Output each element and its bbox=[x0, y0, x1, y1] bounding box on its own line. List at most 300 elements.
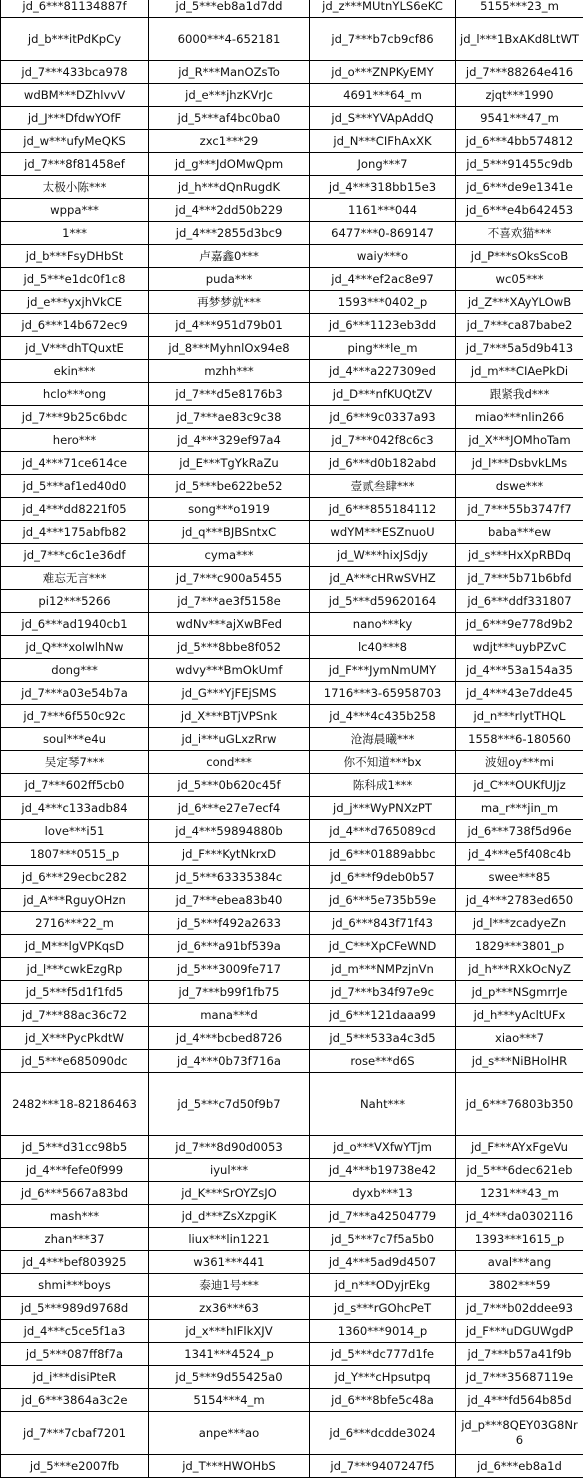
table-cell: jd_F***AYxFgeVu bbox=[456, 1136, 583, 1159]
table-cell: jd_l***1BxAKd8LtWT bbox=[456, 18, 583, 61]
table-cell: 陈科成1*** bbox=[310, 774, 456, 797]
table-cell: 不喜欢猫*** bbox=[456, 222, 583, 245]
table-row bbox=[1, 1050, 583, 1073]
table-row bbox=[1, 1412, 583, 1455]
table-row bbox=[1, 406, 583, 429]
table-cell: lc40***8 bbox=[310, 636, 456, 659]
table-cell: ma_r***jin_m bbox=[456, 797, 583, 820]
table-cell: xiao***7 bbox=[456, 1027, 583, 1050]
table-row bbox=[1, 751, 583, 774]
table-cell: jd_4***59894880b bbox=[149, 820, 310, 843]
table-cell: jd_6***29ecbc282 bbox=[1, 866, 149, 889]
table-cell: 1231***43_m bbox=[456, 1182, 583, 1205]
table-cell: jd_e***yxjhVkCE bbox=[1, 291, 149, 314]
table-cell: jd_J***DfdwYOfF bbox=[1, 107, 149, 130]
table-cell: 2716***22_m bbox=[1, 912, 149, 935]
table-cell: jd_5***3009fe717 bbox=[149, 958, 310, 981]
table-row bbox=[1, 475, 583, 498]
table-cell: 1593***0402_p bbox=[310, 291, 456, 314]
table-cell: jd_4***5ad9d4507 bbox=[310, 1251, 456, 1274]
table-cell: aval***ang bbox=[456, 1251, 583, 1274]
table-cell: jd_4***bef803925 bbox=[1, 1251, 149, 1274]
table-cell: wc05*** bbox=[456, 268, 583, 291]
table-row bbox=[1, 1073, 583, 1136]
table-cell: mana***d bbox=[149, 1004, 310, 1027]
table-cell: 难忘无言*** bbox=[1, 567, 149, 590]
table-cell: jd_5***e2007fb bbox=[1, 1455, 149, 1478]
table-row bbox=[1, 268, 583, 291]
table-cell: jd_5***7c7f5a5b0 bbox=[310, 1228, 456, 1251]
table-cell: w361***441 bbox=[149, 1251, 310, 1274]
table-row bbox=[1, 1320, 583, 1343]
table-cell: nano***ky bbox=[310, 613, 456, 636]
table-cell: soul***e4u bbox=[1, 728, 149, 751]
table-cell: jd_X***JOMhoTam bbox=[456, 429, 583, 452]
table-row bbox=[1, 935, 583, 958]
table-cell: jd_q***BJBSntxC bbox=[149, 521, 310, 544]
table-cell: 2482***18-82186463 bbox=[1, 1073, 149, 1136]
table-cell: jd_4***71ce614ce bbox=[1, 452, 149, 475]
table-cell: jd_4***329ef97a4 bbox=[149, 429, 310, 452]
table-row bbox=[1, 291, 583, 314]
table-cell: jd_l***DsbvkLMs bbox=[456, 452, 583, 475]
table-row bbox=[1, 636, 583, 659]
table-cell: hero*** bbox=[1, 429, 149, 452]
table-cell: jd_4***c133adb84 bbox=[1, 797, 149, 820]
table-cell: jd_4***c5ce5f1a3 bbox=[1, 1320, 149, 1343]
table-cell: jd_X***PycPkdtW bbox=[1, 1027, 149, 1050]
table-cell: 6000***4-652181 bbox=[149, 18, 310, 61]
table-cell: jd_5***9d55425a0 bbox=[149, 1366, 310, 1389]
table-cell: jd_5***6dec621eb bbox=[456, 1159, 583, 1182]
table-row bbox=[1, 797, 583, 820]
table-row bbox=[1, 613, 583, 636]
table-row bbox=[1, 61, 583, 84]
table-row bbox=[1, 1251, 583, 1274]
table-cell: jd_n***ODyjrEkg bbox=[310, 1274, 456, 1297]
table-cell: jd_4***dd8221f05 bbox=[1, 498, 149, 521]
table-cell: 跟紧我d*** bbox=[456, 383, 583, 406]
table-cell: jd_l***zcadyeZn bbox=[456, 912, 583, 935]
table-row bbox=[1, 682, 583, 705]
table-cell: jd_4***2dd50b229 bbox=[149, 199, 310, 222]
table-cell: wdNv***ajXwBFed bbox=[149, 613, 310, 636]
table-cell: 5155***23_m bbox=[456, 0, 583, 18]
table-cell: jd_6***ddf331807 bbox=[456, 590, 583, 613]
table-cell: jd_F***JymNmUMY bbox=[310, 659, 456, 682]
table-cell: jd_7***6f550c92c bbox=[1, 705, 149, 728]
table-row bbox=[1, 84, 583, 107]
table-cell: jd_A***RguyOHzn bbox=[1, 889, 149, 912]
table-cell: 再梦梦就*** bbox=[149, 291, 310, 314]
table-cell: jd_6***5e735b59e bbox=[310, 889, 456, 912]
table-cell: hclo***ong bbox=[1, 383, 149, 406]
table-row bbox=[1, 245, 583, 268]
table-cell: jd_b***FsyDHbSt bbox=[1, 245, 149, 268]
table-cell: pi12***5266 bbox=[1, 590, 149, 613]
table-row bbox=[1, 107, 583, 130]
table-row bbox=[1, 1274, 583, 1297]
table-row bbox=[1, 981, 583, 1004]
table-cell: jd_6***3864a3c2e bbox=[1, 1389, 149, 1412]
table-cell: 太极小陈*** bbox=[1, 176, 149, 199]
table-row bbox=[1, 383, 583, 406]
table-cell: jd_6***e27e7ecf4 bbox=[149, 797, 310, 820]
table-cell: 卢嘉鑫0*** bbox=[149, 245, 310, 268]
table-cell: jd_7***ca87babe2 bbox=[456, 314, 583, 337]
user-table-body bbox=[1, 0, 583, 1478]
table-cell: jd_7***b99f1fb75 bbox=[149, 981, 310, 1004]
table-cell: jd_4***2783ed650 bbox=[456, 889, 583, 912]
table-row bbox=[1, 1027, 583, 1050]
table-row bbox=[1, 0, 583, 18]
table-cell: cond*** bbox=[149, 751, 310, 774]
table-cell: zx36***63 bbox=[149, 1297, 310, 1320]
table-row bbox=[1, 567, 583, 590]
table-cell: jd_E***TgYkRaZu bbox=[149, 452, 310, 475]
table-cell: jd_7***ebea83b40 bbox=[149, 889, 310, 912]
table-cell: jd_5***63335384c bbox=[149, 866, 310, 889]
table-cell: wdvy***BmOkUmf bbox=[149, 659, 310, 682]
table-cell: jd_7***d5e8176b3 bbox=[149, 383, 310, 406]
table-cell: jd_4***fefe0f999 bbox=[1, 1159, 149, 1182]
table-cell: jd_5***f492a2633 bbox=[149, 912, 310, 935]
table-cell: jd_7***35687119e bbox=[456, 1366, 583, 1389]
table-cell: jd_i***uGLxzRrw bbox=[149, 728, 310, 751]
table-cell: jd_6***4bb574812 bbox=[456, 130, 583, 153]
table-cell: 1716***3-65958703 bbox=[310, 682, 456, 705]
table-cell: jd_5***be622be52 bbox=[149, 475, 310, 498]
table-row bbox=[1, 360, 583, 383]
table-cell: jd_6***eb8a1d bbox=[456, 1455, 583, 1478]
table-cell: jd_5***d31cc98b5 bbox=[1, 1136, 149, 1159]
table-cell: jd_P***sOksScoB bbox=[456, 245, 583, 268]
table-cell: jd_4***b19738e42 bbox=[310, 1159, 456, 1182]
table-cell: jd_4***bcbed8726 bbox=[149, 1027, 310, 1050]
table-cell: jd_6***1123eb3dd bbox=[310, 314, 456, 337]
table-row bbox=[1, 130, 583, 153]
table-cell: wppa*** bbox=[1, 199, 149, 222]
table-cell: jd_w***ufyMeQKS bbox=[1, 130, 149, 153]
table-cell: jd_4***318bb15e3 bbox=[310, 176, 456, 199]
table-cell: jd_4***53a154a35 bbox=[456, 659, 583, 682]
table-row bbox=[1, 843, 583, 866]
table-cell: rose***d6S bbox=[310, 1050, 456, 1073]
table-cell: baba***ew bbox=[456, 521, 583, 544]
table-cell: jd_o***ZNPKyEMY bbox=[310, 61, 456, 84]
table-cell: jd_s***NiBHolHR bbox=[456, 1050, 583, 1073]
table-row bbox=[1, 1297, 583, 1320]
table-cell: jd_R***ManOZsTo bbox=[149, 61, 310, 84]
table-cell: 1829***3801_p bbox=[456, 935, 583, 958]
table-row bbox=[1, 429, 583, 452]
table-row bbox=[1, 314, 583, 337]
table-cell: jd_5***e1dc0f1c8 bbox=[1, 268, 149, 291]
table-cell: jd_6***9e778d9b2 bbox=[456, 613, 583, 636]
table-cell: jd_6***dcdde3024 bbox=[310, 1412, 456, 1455]
table-cell: jd_p***8QEY03G8Nr6 bbox=[456, 1412, 583, 1455]
table-cell: jd_4***d765089cd bbox=[310, 820, 456, 843]
table-cell: Jong***7 bbox=[310, 153, 456, 176]
table-cell: mzhh*** bbox=[149, 360, 310, 383]
table-cell: jd_6***81134887f bbox=[1, 0, 149, 18]
table-row bbox=[1, 498, 583, 521]
table-cell: jd_4***e5f408c4b bbox=[456, 843, 583, 866]
table-cell: jd_6***01889abbc bbox=[310, 843, 456, 866]
table-cell: jd_6***843f71f43 bbox=[310, 912, 456, 935]
table-cell: 波妞oy***mi bbox=[456, 751, 583, 774]
table-cell: jd_5***af4bc0ba0 bbox=[149, 107, 310, 130]
table-cell: jd_6***ad1940cb1 bbox=[1, 613, 149, 636]
table-cell: 5154***4_m bbox=[149, 1389, 310, 1412]
table-cell: jd_6***de9e1341e bbox=[456, 176, 583, 199]
table-cell: 吴定琴7*** bbox=[1, 751, 149, 774]
table-cell: jd_Z***XAyYLOwB bbox=[456, 291, 583, 314]
table-cell: jd_4***951d79b01 bbox=[149, 314, 310, 337]
table-cell: jd_4***da0302116 bbox=[456, 1205, 583, 1228]
table-cell: jd_7***a03e54b7a bbox=[1, 682, 149, 705]
table-cell: jd_7***ae3f5158e bbox=[149, 590, 310, 613]
table-cell: waiy***o bbox=[310, 245, 456, 268]
table-row bbox=[1, 199, 583, 222]
table-row bbox=[1, 1366, 583, 1389]
table-cell: jd_C***OUKfUJjz bbox=[456, 774, 583, 797]
table-cell: jd_6***5667a83bd bbox=[1, 1182, 149, 1205]
table-cell: jd_K***SrOYZsJO bbox=[149, 1182, 310, 1205]
table-cell: jd_s***rGOhcPeT bbox=[310, 1297, 456, 1320]
table-cell: jd_7***88ac36c72 bbox=[1, 1004, 149, 1027]
table-row bbox=[1, 153, 583, 176]
table-cell: dyxb***13 bbox=[310, 1182, 456, 1205]
table-cell: liux***lin1221 bbox=[149, 1228, 310, 1251]
table-cell: jd_d***ZsXzpgiK bbox=[149, 1205, 310, 1228]
table-cell: jd_5***0b620c45f bbox=[149, 774, 310, 797]
table-cell: jd_7***b02ddee93 bbox=[456, 1297, 583, 1320]
table-cell: jd_7***042f8c6c3 bbox=[310, 429, 456, 452]
table-cell: jd_Q***xolwlhNw bbox=[1, 636, 149, 659]
table-row bbox=[1, 820, 583, 843]
table-cell: jd_6***d0b182abd bbox=[310, 452, 456, 475]
table-cell: jd_5***989d9768d bbox=[1, 1297, 149, 1320]
table-cell: zjqt***1990 bbox=[456, 84, 583, 107]
table-cell: jd_6***738f5d96e bbox=[456, 820, 583, 843]
table-row bbox=[1, 1205, 583, 1228]
table-row bbox=[1, 521, 583, 544]
table-cell: jd_V***dhTQuxtE bbox=[1, 337, 149, 360]
table-cell: jd_F***uDGUWgdP bbox=[456, 1320, 583, 1343]
table-cell: jd_7***9407247f5 bbox=[310, 1455, 456, 1478]
table-cell: Naht*** bbox=[310, 1073, 456, 1136]
table-cell: jd_6***121daaa99 bbox=[310, 1004, 456, 1027]
table-cell: jd_5***d59620164 bbox=[310, 590, 456, 613]
table-cell: 1161***044 bbox=[310, 199, 456, 222]
table-cell: 泰迪1号*** bbox=[149, 1274, 310, 1297]
table-row bbox=[1, 18, 583, 61]
table-cell: jd_N***CIFhAxXK bbox=[310, 130, 456, 153]
table-cell: shmi***boys bbox=[1, 1274, 149, 1297]
table-cell: jd_7***5b71b6bfd bbox=[456, 567, 583, 590]
table-cell: jd_7***433bca978 bbox=[1, 61, 149, 84]
table-cell: jd_7***c900a5455 bbox=[149, 567, 310, 590]
table-cell: 4691***64_m bbox=[310, 84, 456, 107]
table-cell: jd_6***f9deb0b57 bbox=[310, 866, 456, 889]
table-cell: jd_5***af1ed40d0 bbox=[1, 475, 149, 498]
table-row bbox=[1, 544, 583, 567]
table-row bbox=[1, 889, 583, 912]
table-cell: jd_7***c6c1e36df bbox=[1, 544, 149, 567]
table-cell: ping***le_m bbox=[310, 337, 456, 360]
table-cell: jd_p***NSgmrrJe bbox=[456, 981, 583, 1004]
table-cell: song***o1919 bbox=[149, 498, 310, 521]
table-cell: jd_m***NMPzjnVn bbox=[310, 958, 456, 981]
table-cell: jd_7***b7cb9cf86 bbox=[310, 18, 456, 61]
table-cell: jd_8***MyhnlOx94e8 bbox=[149, 337, 310, 360]
table-row bbox=[1, 912, 583, 935]
table-row bbox=[1, 958, 583, 981]
table-cell: 壹贰叁肆*** bbox=[310, 475, 456, 498]
table-cell: 9541***47_m bbox=[456, 107, 583, 130]
table-cell: jd_7***7cbaf7201 bbox=[1, 1412, 149, 1455]
table-cell: jd_4***fd564b85d bbox=[456, 1389, 583, 1412]
table-cell: jd_5***087ff8f7a bbox=[1, 1343, 149, 1366]
table-cell: 6477***0-869147 bbox=[310, 222, 456, 245]
table-cell: jd_x***hIFlkXJV bbox=[149, 1320, 310, 1343]
table-cell: 3802***59 bbox=[456, 1274, 583, 1297]
table-cell: jd_7***a42504779 bbox=[310, 1205, 456, 1228]
table-cell: cyma*** bbox=[149, 544, 310, 567]
table-cell: jd_4***0b73f716a bbox=[149, 1050, 310, 1073]
table-cell: jd_5***533a4c3d5 bbox=[310, 1027, 456, 1050]
table-cell: 1558***6-180560 bbox=[456, 728, 583, 751]
table-cell: jd_6***14b672ec9 bbox=[1, 314, 149, 337]
table-cell: 沧海晨曦*** bbox=[310, 728, 456, 751]
table-cell: jd_h***RXkOcNyZ bbox=[456, 958, 583, 981]
table-row bbox=[1, 337, 583, 360]
table-cell: jd_5***8bbe8f052 bbox=[149, 636, 310, 659]
table-cell: jd_5***f5d1f1fd5 bbox=[1, 981, 149, 1004]
table-cell: jd_F***KytNkrxD bbox=[149, 843, 310, 866]
table-cell: jd_7***602ff5cb0 bbox=[1, 774, 149, 797]
table-cell: jd_7***8d90d0053 bbox=[149, 1136, 310, 1159]
table-cell: jd_5***c7d50f9b7 bbox=[149, 1073, 310, 1136]
table-cell: jd_7***55b3747f7 bbox=[456, 498, 583, 521]
table-cell: jd_4***ef2ac8e97 bbox=[310, 268, 456, 291]
table-cell: jd_n***rlytTHQL bbox=[456, 705, 583, 728]
table-cell: 1393***1615_p bbox=[456, 1228, 583, 1251]
table-row bbox=[1, 590, 583, 613]
table-cell: jd_A***cHRwSVHZ bbox=[310, 567, 456, 590]
table-row bbox=[1, 1182, 583, 1205]
table-cell: jd_7***9b25c6bdc bbox=[1, 406, 149, 429]
table-row bbox=[1, 728, 583, 751]
table-cell: jd_g***JdOMwQpm bbox=[149, 153, 310, 176]
table-row bbox=[1, 1004, 583, 1027]
table-cell: jd_h***dQnRugdK bbox=[149, 176, 310, 199]
table-cell: iyul*** bbox=[149, 1159, 310, 1182]
table-row bbox=[1, 452, 583, 475]
table-cell: swee***85 bbox=[456, 866, 583, 889]
table-cell: dswe*** bbox=[456, 475, 583, 498]
table-cell: jd_z***MUtnYLS6eKC bbox=[310, 0, 456, 18]
table-cell: jd_6***e4b642453 bbox=[456, 199, 583, 222]
table-cell: zhan***37 bbox=[1, 1228, 149, 1251]
table-cell: ekin*** bbox=[1, 360, 149, 383]
table-cell: jd_D***nfKUQtZV bbox=[310, 383, 456, 406]
table-cell: jd_6***9c0337a93 bbox=[310, 406, 456, 429]
table-cell: jd_Y***cHpsutpq bbox=[310, 1366, 456, 1389]
table-row bbox=[1, 1455, 583, 1478]
table-row bbox=[1, 176, 583, 199]
table-row bbox=[1, 705, 583, 728]
table-cell: wdBM***DZhlvvV bbox=[1, 84, 149, 107]
table-cell: 1360***9014_p bbox=[310, 1320, 456, 1343]
table-cell: jd_T***HWOHbS bbox=[149, 1455, 310, 1478]
table-cell: wdjt***uybPZvC bbox=[456, 636, 583, 659]
table-cell: jd_j***WyPNXzPT bbox=[310, 797, 456, 820]
table-cell: jd_S***YVApAddQ bbox=[310, 107, 456, 130]
table-cell: jd_G***YjFEjSMS bbox=[149, 682, 310, 705]
table-cell: jd_W***hixJSdjy bbox=[310, 544, 456, 567]
table-cell: jd_o***VXfwYTjm bbox=[310, 1136, 456, 1159]
table-cell: jd_h***yAcltUFx bbox=[456, 1004, 583, 1027]
table-cell: jd_5***eb8a1d7dd bbox=[149, 0, 310, 18]
table-cell: jd_4***43e7dde45 bbox=[456, 682, 583, 705]
table-cell: jd_b***itPdKpCy bbox=[1, 18, 149, 61]
table-cell: wdYM***ESZnuoU bbox=[310, 521, 456, 544]
table-cell: 1341***4524_p bbox=[149, 1343, 310, 1366]
table-row bbox=[1, 866, 583, 889]
table-cell: jd_7***88264e416 bbox=[456, 61, 583, 84]
table-row bbox=[1, 659, 583, 682]
table-cell: jd_7***5a5d9b413 bbox=[456, 337, 583, 360]
table-cell: jd_7***ae83c9c38 bbox=[149, 406, 310, 429]
table-cell: anpe***ao bbox=[149, 1412, 310, 1455]
table-cell: jd_M***lgVPKqsD bbox=[1, 935, 149, 958]
table-cell: zxc1***29 bbox=[149, 130, 310, 153]
table-cell: jd_5***e685090dc bbox=[1, 1050, 149, 1073]
table-cell: jd_6***a91bf539a bbox=[149, 935, 310, 958]
table-row bbox=[1, 222, 583, 245]
table-cell: jd_7***8f81458ef bbox=[1, 153, 149, 176]
table-cell: jd_i***disiPteR bbox=[1, 1366, 149, 1389]
table-cell: jd_5***dc777d1fe bbox=[310, 1343, 456, 1366]
table-row bbox=[1, 1343, 583, 1366]
table-cell: jd_4***175abfb82 bbox=[1, 521, 149, 544]
table-cell: jd_5***91455c9db bbox=[456, 153, 583, 176]
table-cell: jd_6***76803b350 bbox=[456, 1073, 583, 1136]
table-cell: 1*** bbox=[1, 222, 149, 245]
table-cell: jd_e***jhzKVrJc bbox=[149, 84, 310, 107]
table-cell: jd_6***855184112 bbox=[310, 498, 456, 521]
table-cell: jd_C***XpCFeWND bbox=[310, 935, 456, 958]
table-cell: 1807***0515_p bbox=[1, 843, 149, 866]
table-cell: puda*** bbox=[149, 268, 310, 291]
table-cell: jd_4***4c435b258 bbox=[310, 705, 456, 728]
table-row bbox=[1, 1159, 583, 1182]
table-row bbox=[1, 1228, 583, 1251]
table-cell: mash*** bbox=[1, 1205, 149, 1228]
table-cell: jd_l***cwkEzgRp bbox=[1, 958, 149, 981]
table-cell: jd_s***HxXpRBDq bbox=[456, 544, 583, 567]
table-cell: jd_6***8bfe5c48a bbox=[310, 1389, 456, 1412]
table-cell: miao***nlin266 bbox=[456, 406, 583, 429]
table-cell: dong*** bbox=[1, 659, 149, 682]
table-cell: jd_X***BTjVPSnk bbox=[149, 705, 310, 728]
table-cell: jd_m***CIAePkDi bbox=[456, 360, 583, 383]
table-row bbox=[1, 774, 583, 797]
table-cell: jd_7***b34f97e9c bbox=[310, 981, 456, 1004]
table-cell: jd_7***b57a41f9b bbox=[456, 1343, 583, 1366]
